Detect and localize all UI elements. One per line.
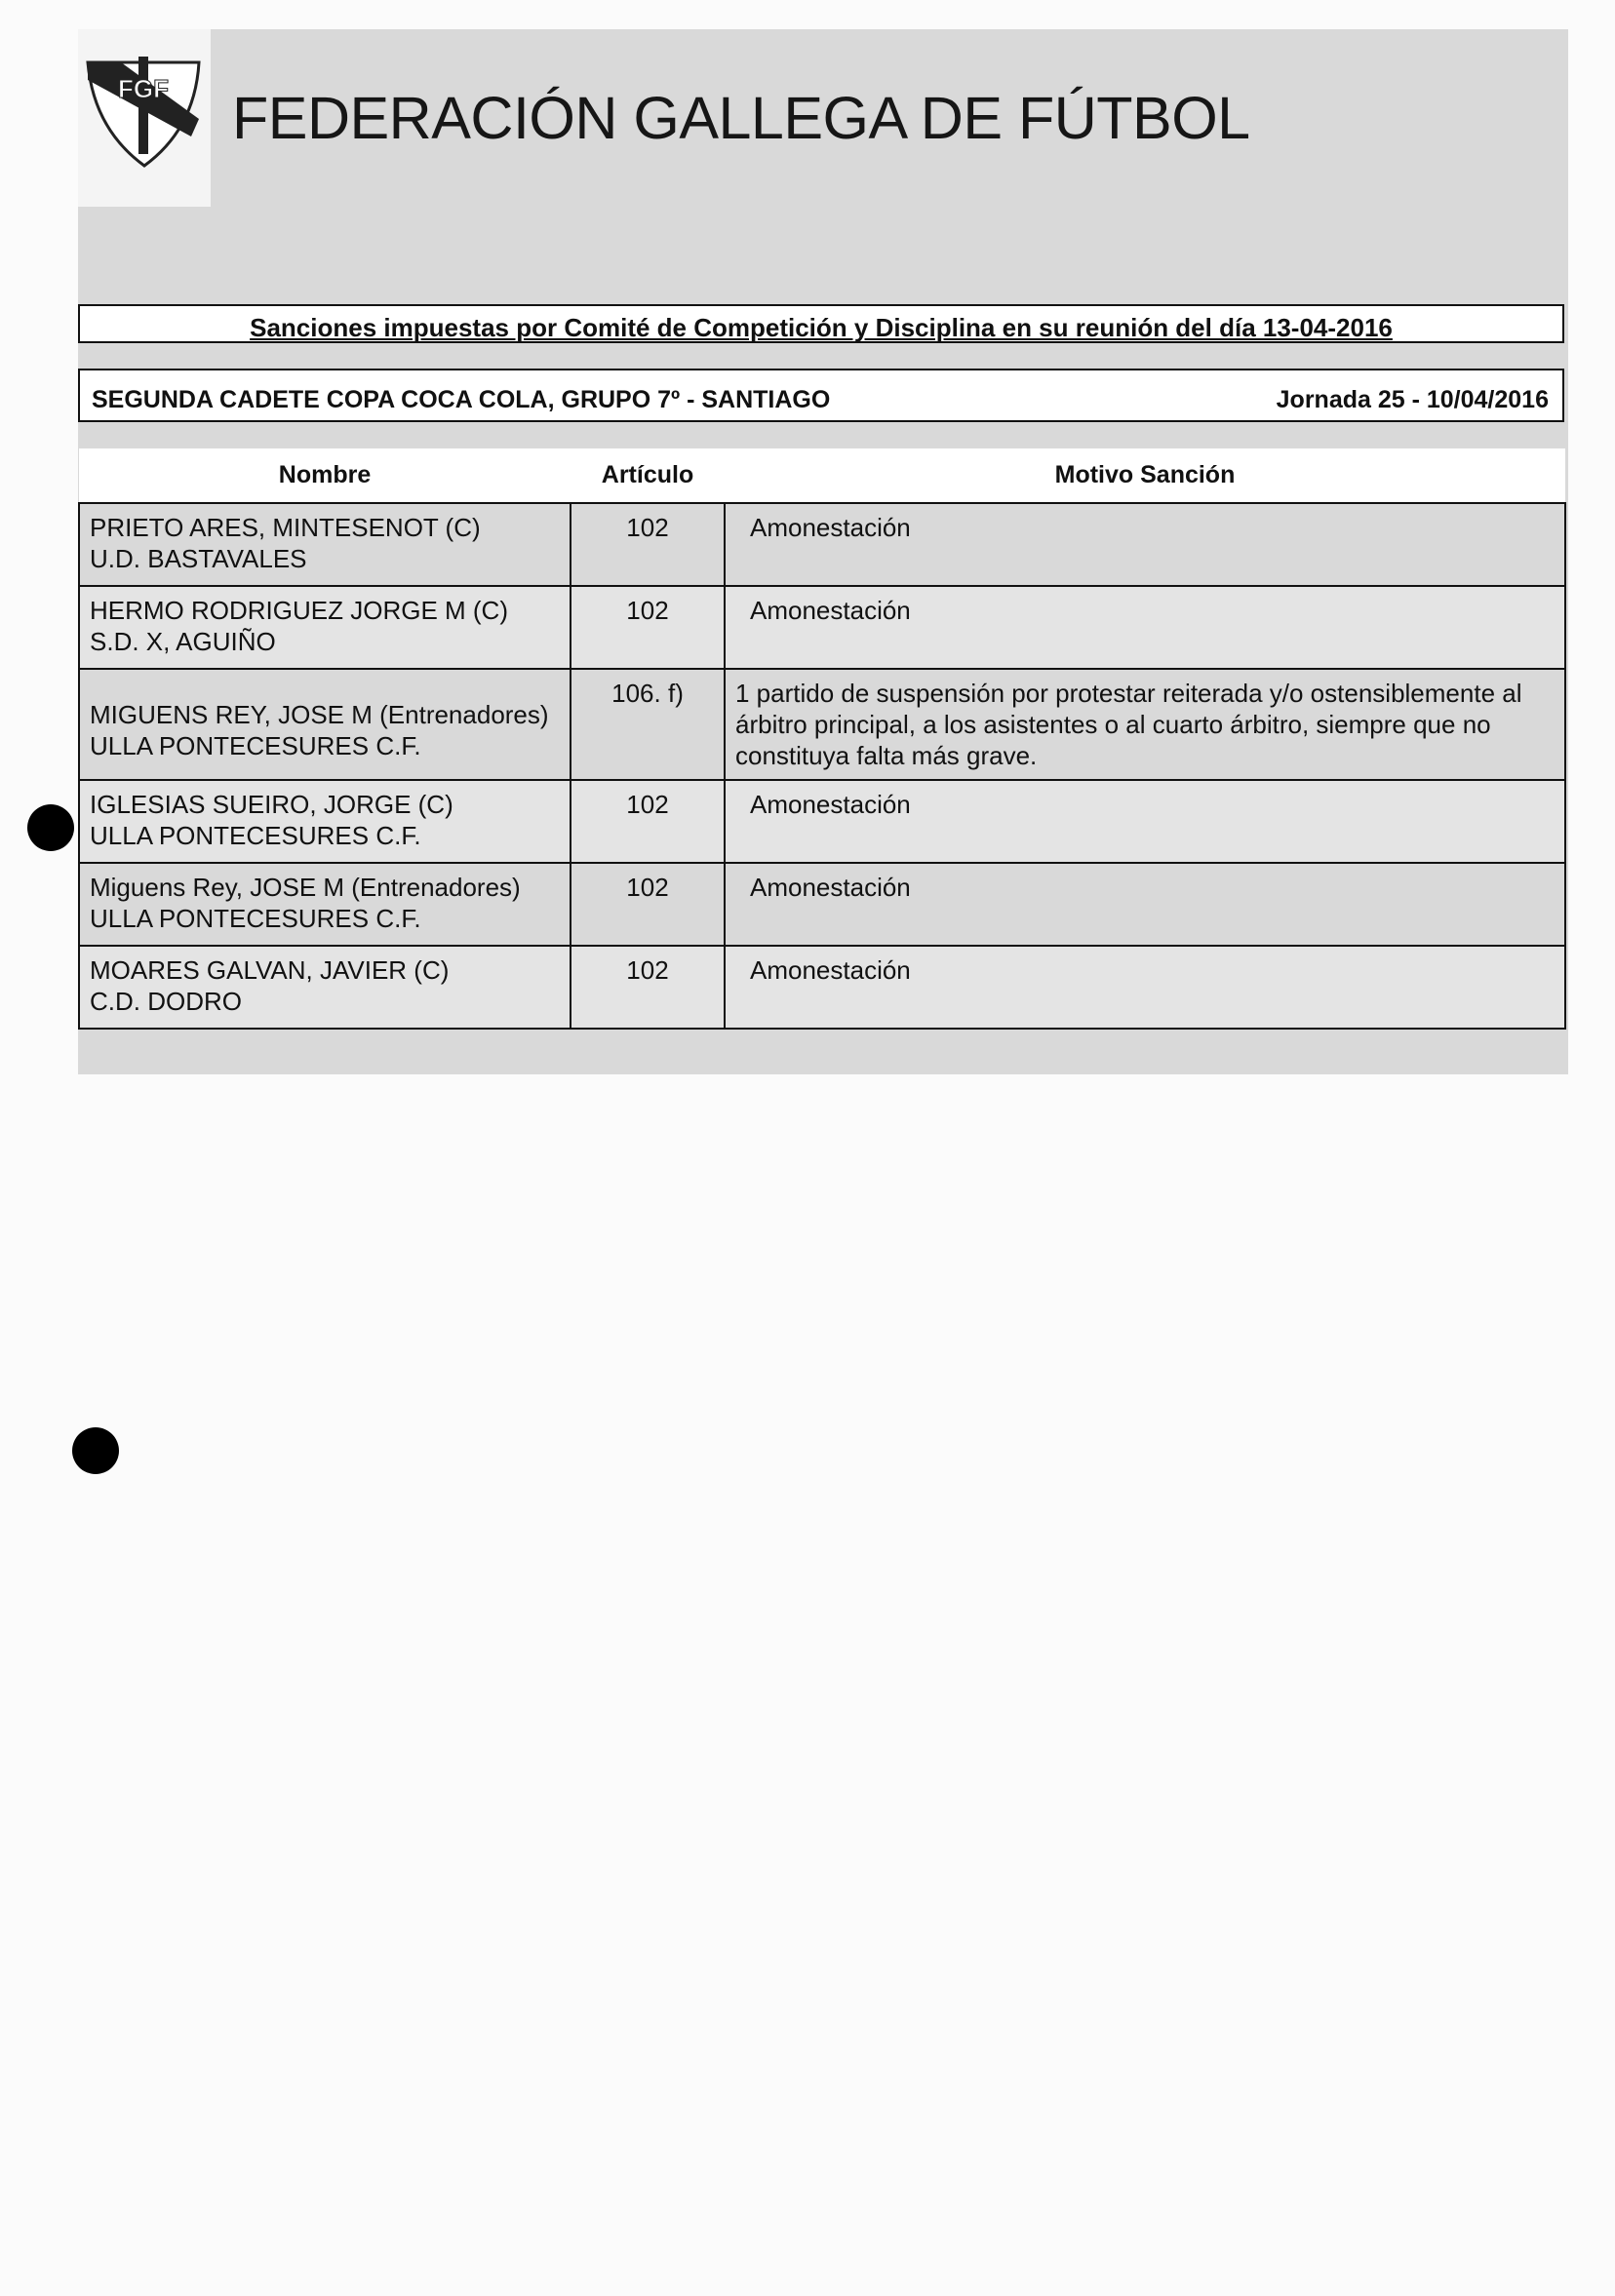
club-name: ULLA PONTECESURES C.F.: [90, 821, 421, 850]
jornada: Jornada 25 - 10/04/2016: [1276, 386, 1549, 413]
federation-logo-icon: [82, 51, 205, 170]
club-name: ULLA PONTECESURES C.F.: [90, 904, 421, 933]
club-name: U.D. BASTAVALES: [90, 544, 307, 573]
name-cell: [79, 780, 571, 863]
header-articulo: Artículo: [571, 448, 725, 503]
player-name: PRIETO ARES, MINTESENOT (C): [90, 513, 481, 542]
reason-cell: Amonestación: [725, 863, 1565, 946]
article-cell: 102: [571, 946, 725, 1029]
table-row: [79, 946, 1565, 1029]
player-name: Miguens Rey, JOSE M (Entrenadores): [90, 873, 521, 902]
reason-cell: Amonestación: [725, 503, 1565, 586]
header-nombre: Nombre: [79, 448, 571, 503]
header-motivo: Motivo Sanción: [725, 448, 1565, 503]
sanctions-subtitle-box: [78, 304, 1564, 343]
svg-text:FGF: FGF: [118, 74, 169, 103]
player-name: MOARES GALVAN, JAVIER (C): [90, 955, 450, 985]
table-row: [79, 780, 1565, 863]
table-row: [79, 669, 1565, 780]
page-title: FEDERACIÓN GALLEGA DE FÚTBOL: [232, 85, 1250, 151]
sanctions-table: [78, 448, 1566, 1030]
punch-hole: [72, 1427, 119, 1474]
punch-hole: [27, 804, 74, 851]
name-cell: [79, 503, 571, 586]
reason-cell: Amonestación: [725, 586, 1565, 669]
competition-name: SEGUNDA CADETE COPA COCA COLA, GRUPO 7º - SANTIAGO: [92, 386, 831, 413]
sanctions-subtitle: Sanciones impuestas por Comité de Competición y Disciplina en su reunión del día 13-04-2016: [250, 313, 1393, 342]
article-cell: 102: [571, 586, 725, 669]
name-cell: [79, 669, 571, 780]
table-row: [79, 863, 1565, 946]
article-cell: 102: [571, 780, 725, 863]
club-name: ULLA PONTECESURES C.F.: [90, 731, 421, 760]
reason-cell: Amonestación: [725, 946, 1565, 1029]
table-row: [79, 503, 1565, 586]
player-name: HERMO RODRIGUEZ JORGE M (C): [90, 596, 508, 625]
player-name: MIGUENS REY, JOSE M (Entrenadores): [90, 700, 549, 729]
article-cell: 106. f): [571, 669, 725, 780]
name-cell: [79, 946, 571, 1029]
article-cell: 102: [571, 863, 725, 946]
article-cell: 102: [571, 503, 725, 586]
reason-cell: Amonestación: [725, 780, 1565, 863]
competition-box: [78, 369, 1564, 422]
name-cell: [79, 863, 571, 946]
table-header-row: [79, 448, 1565, 503]
club-name: S.D. X, AGUIÑO: [90, 627, 276, 656]
player-name: IGLESIAS SUEIRO, JORGE (C): [90, 790, 453, 819]
club-name: C.D. DODRO: [90, 987, 242, 1016]
name-cell: [79, 586, 571, 669]
reason-cell: 1 partido de suspensión por protestar reiterada y/o ostensiblemente al árbitro principal, a los asistentes o al cuarto árbitro, siempre que no constituya falta más grave.: [725, 669, 1565, 780]
table-row: [79, 586, 1565, 669]
